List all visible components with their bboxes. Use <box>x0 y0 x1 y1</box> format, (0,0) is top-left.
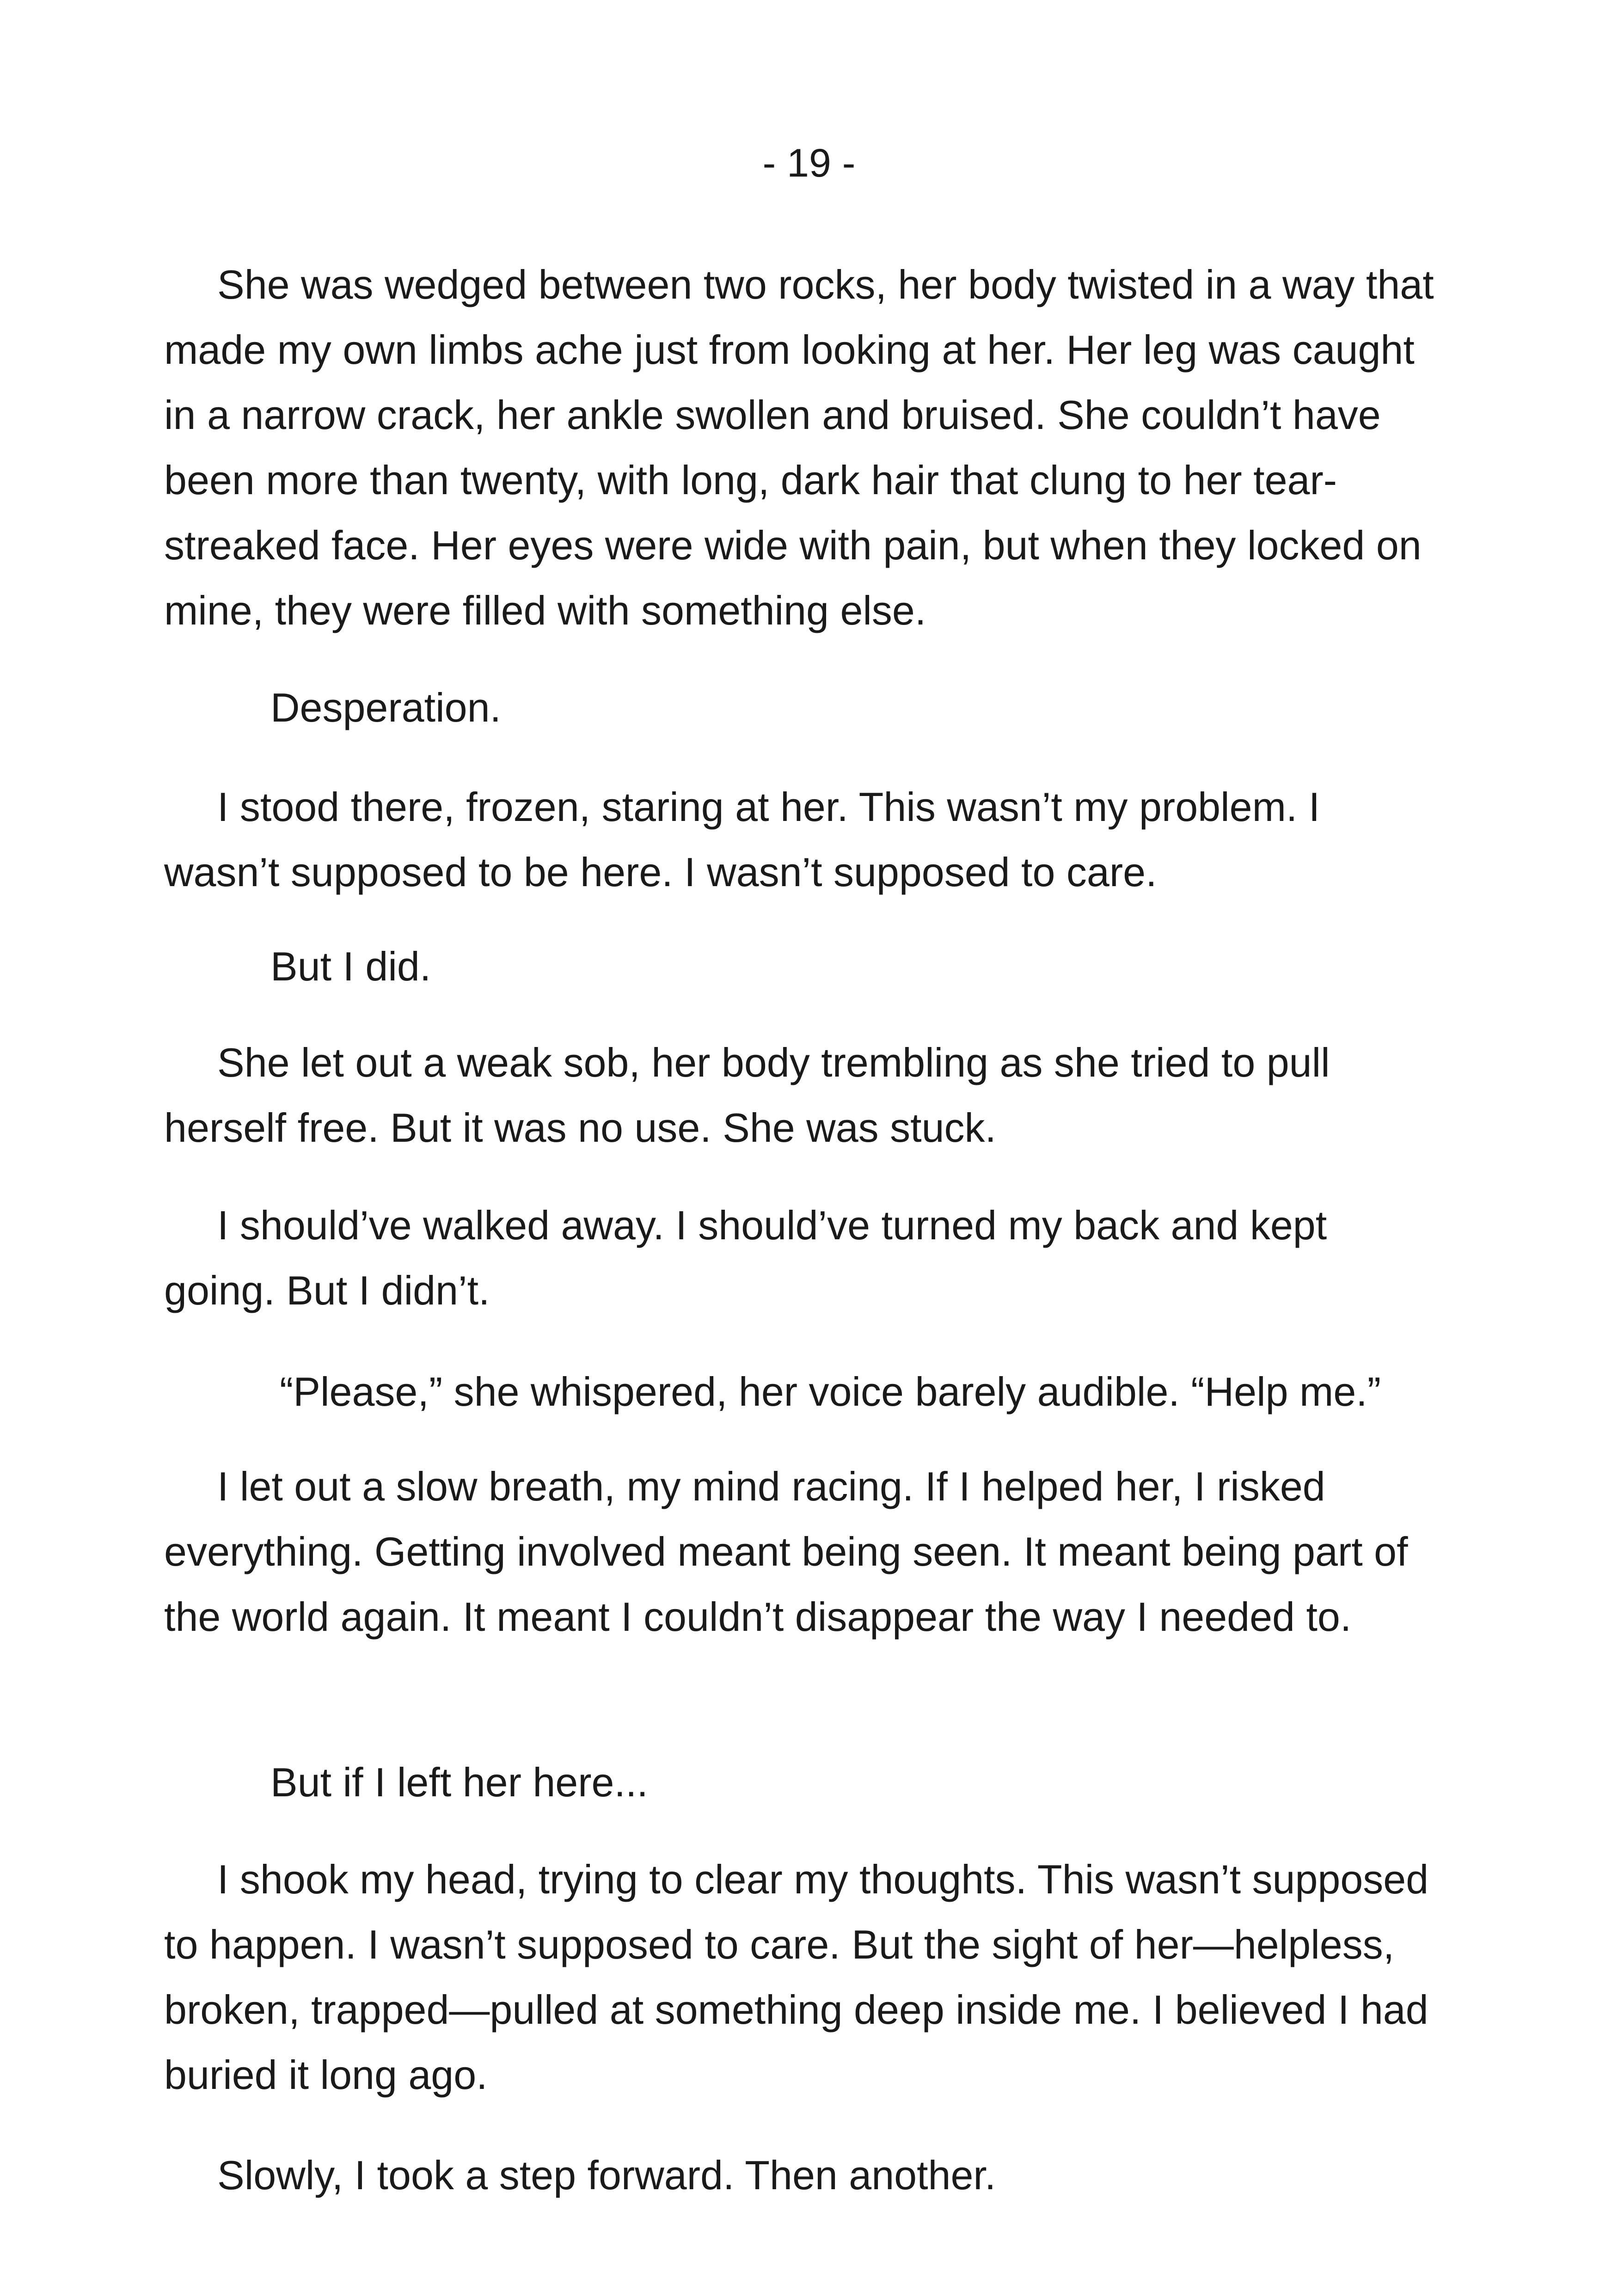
paragraph-6: I should’ve walked away. I should’ve turned my back and kept going. But I didn’t. <box>164 1202 1327 1313</box>
paragraph-4: But I did. <box>270 943 431 989</box>
paragraph-1: She was wedged between two rocks, her body twisted in a way that made my own limbs ache just from looking at her. Her leg was caught in a narrow crack, her ankle swollen and bruised. She couldn’t have been more than twenty, with long, dark hair that clung to her tear-streaked face. Her eyes were wide with pain, but when they locked on mine, they were filled with something else. <box>164 262 1434 633</box>
paragraph-9: But if I left her here... <box>270 1759 648 1805</box>
paragraph-2: Desperation. <box>270 685 501 730</box>
paragraph-3: I stood there, frozen, staring at her. This wasn’t my problem. I wasn’t supposed to be here. I wasn’t supposed to care. <box>164 784 1320 895</box>
paragraph-8: I let out a slow breath, my mind racing. If I helped her, I risked everything. Getting involved meant being seen. It meant being part of the world again. It meant I couldn’t disappear the way I needed to. <box>164 1463 1408 1640</box>
page-number: - 19 - <box>762 141 856 185</box>
paragraph-5: She let out a weak sob, her body trembling as she tried to pull herself free. But it was no use. She was stuck. <box>164 1040 1330 1151</box>
paragraph-10: I shook my head, trying to clear my thoughts. This wasn’t supposed to happen. I wasn’t supposed to care. But the sight of her—helpless, broken, trapped—pulled at something deep inside me. I believed I had buried it long ago. <box>164 1856 1429 2098</box>
paragraph-11: Slowly, I took a step forward. Then another. <box>217 2152 996 2198</box>
paragraph-7: “Please,” she whispered, her voice barely audible. “Help me.” <box>280 1369 1381 1414</box>
